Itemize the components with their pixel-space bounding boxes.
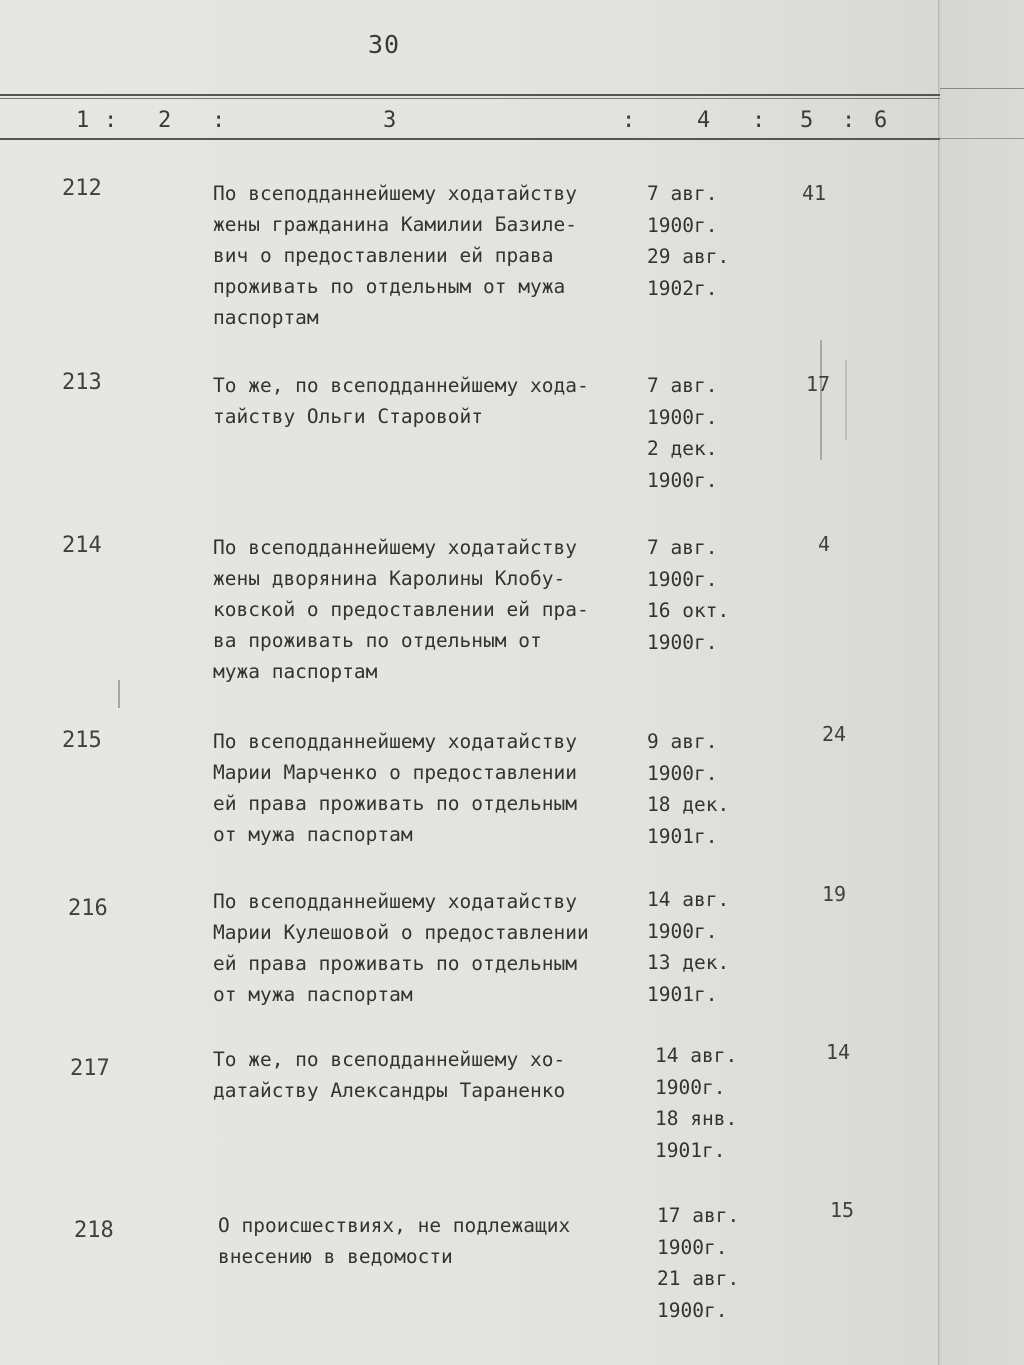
entry-dates [655,1040,765,1166]
header-rule-top [0,94,940,96]
header-rule-bottom [0,138,940,140]
entry-title: По всеподданнейшему ходатайству Марии Кулешовой о предоставлении ей права проживать по отдельным от мужа паспортам [213,890,589,1006]
date-start-day: 7 авг. [647,374,718,397]
entry-number: 212 [62,176,102,201]
date-start-year: 1900г. [647,405,718,429]
date-start-year: 1900г. [647,567,718,591]
column-header-2: 2 [158,108,172,133]
date-end-day: 16 окт. [647,599,730,622]
date-end-year: 1900г. [647,630,718,654]
entry-number: 218 [74,1218,114,1243]
entry-title: По всеподданнейшему ходатайству жены гражданина Камилии Базиле- вич о предоставлении ей права проживать по отдельным от мужа паспортам [213,182,577,329]
column-header-6: 6 [874,108,888,133]
column-separator: : [842,108,856,133]
entry-number: 217 [70,1056,110,1081]
date-end-year: 1901г. [655,1138,726,1162]
date-start-year: 1900г. [647,213,718,237]
entry-dates [657,1200,767,1326]
date-start-day: 17 авг. [657,1204,740,1227]
sheet-count: 14 [826,1040,851,1064]
entry-number: 213 [62,370,102,395]
entry-dates [647,884,757,1010]
bleed-mark [845,360,847,440]
date-end-year: 1901г. [647,982,718,1006]
header-rule-top-thin [0,98,940,99]
date-start-day: 14 авг. [655,1044,738,1067]
adjacent-page-edge [938,0,1024,1365]
adjacent-page-rule [940,138,1024,139]
bleed-mark [820,340,822,460]
entry-dates [647,532,757,658]
date-end-year: 1900г. [647,468,718,492]
sheet-count: 17 [806,372,831,396]
date-end-day: 18 дек. [647,793,730,816]
entry-title: О происшествиях, не подлежащих внесению в ведомости [218,1214,571,1268]
column-separator: : [622,108,636,133]
page-number: 30 [368,30,401,59]
sheet-count: 15 [830,1198,855,1222]
date-start-year: 1900г. [647,919,718,943]
date-end-day: 21 авг. [657,1267,740,1290]
entry-title: По всеподданнейшему ходатайству Марии Марченко о предоставлении ей права проживать по отдельным от мужа паспортам [213,730,577,846]
column-header-4: 4 [697,108,711,133]
date-start-day: 7 авг. [647,536,718,559]
date-start-year: 1900г. [657,1235,728,1259]
column-header-5: 5 [800,108,814,133]
entry-title: То же, по всеподданнейшему хо- датайству Александры Тараненко [213,1048,566,1102]
sheet-count: 24 [822,722,847,746]
sheet-count: 19 [822,882,847,906]
date-start-day: 14 авг. [647,888,730,911]
date-start-year: 1900г. [647,761,718,785]
column-separator: : [752,108,766,133]
entry-number: 214 [62,533,102,558]
column-header-3: 3 [383,108,397,133]
date-end-year: 1902г. [647,276,718,300]
date-end-year: 1901г. [647,824,718,848]
date-start-year: 1900г. [655,1075,726,1099]
date-start-day: 9 авг. [647,730,718,753]
entry-number: 216 [68,896,108,921]
date-start-day: 7 авг. [647,182,718,205]
entry-title: По всеподданнейшему ходатайству жены дворянина Каролины Клобу- ковской о предоставлении ей пра- ва проживать по отдельным от мужа паспортам [213,536,589,683]
entry-dates [647,726,757,852]
entry-title: То же, по всеподданнейшему хода- тайству Ольги Старовойт [213,374,589,428]
adjacent-page-rule [940,88,1024,89]
sheet-count: 41 [802,181,827,205]
column-header-1: 1 [76,108,90,133]
date-end-day: 2 дек. [647,437,718,460]
entry-dates [647,178,757,304]
column-separator: : [104,108,118,133]
entry-number: 215 [62,728,102,753]
bleed-mark [118,680,120,708]
date-end-day: 18 янв. [655,1107,738,1130]
date-end-day: 29 авг. [647,245,730,268]
entry-dates [647,370,757,496]
sheet-count: 4 [818,532,831,556]
column-separator: : [212,108,226,133]
date-end-day: 13 дек. [647,951,730,974]
date-end-year: 1900г. [657,1298,728,1322]
